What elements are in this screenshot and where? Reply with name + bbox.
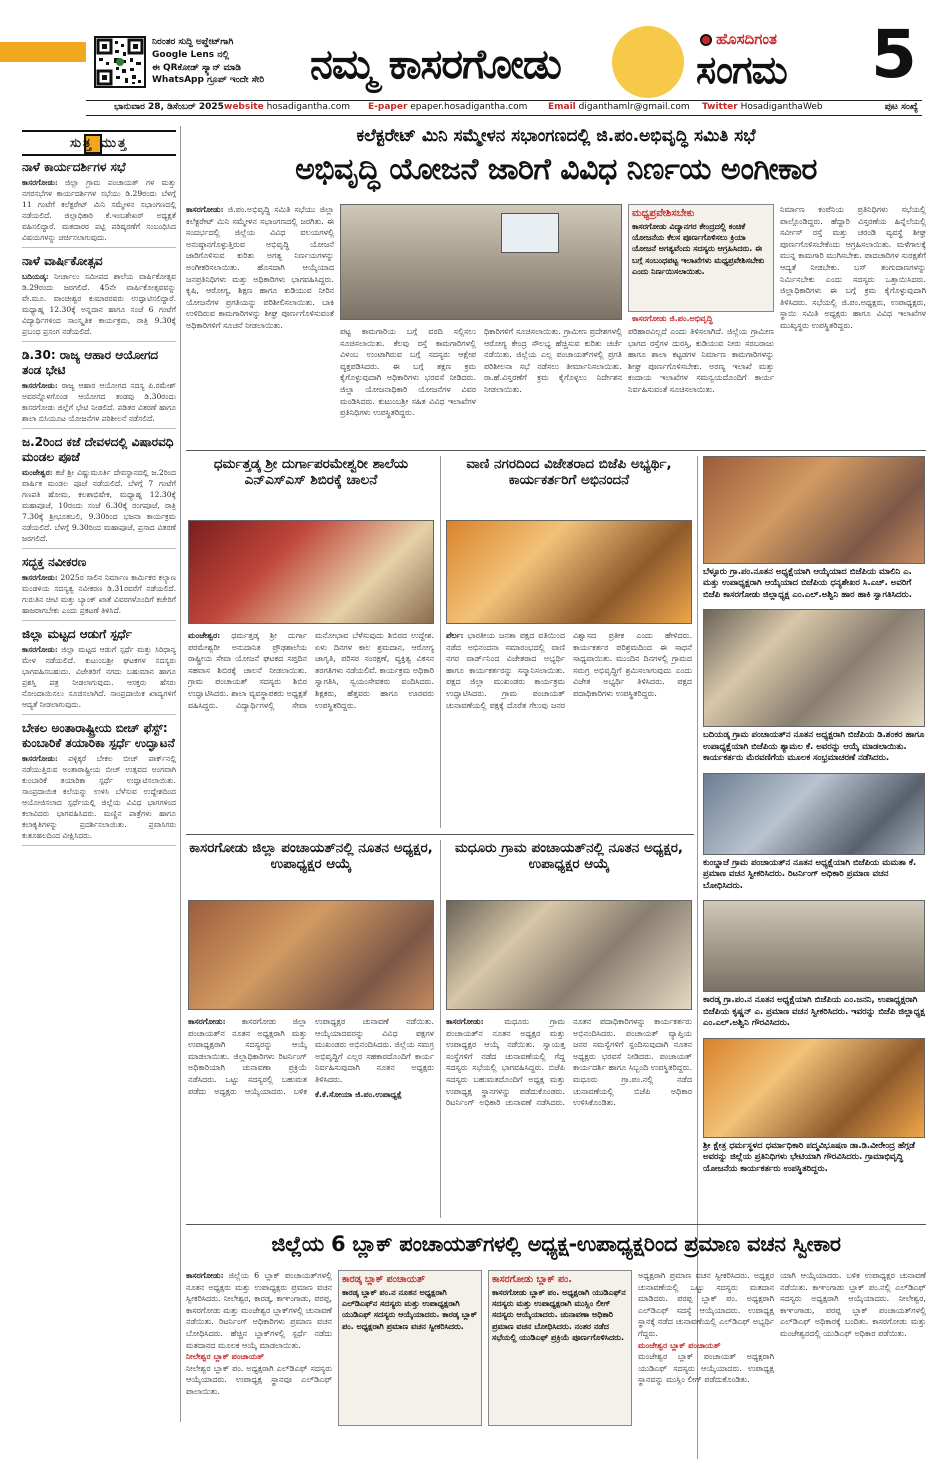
email-address: diganthamlr@gmail.com [578,102,690,112]
brand-logo-icon [700,34,712,46]
epaper-label: E-paper [368,102,408,112]
sidebar-item-text: ರಾಜ್ಯ ಆಹಾರ ಆಯೋಗದ ಸದಸ್ಯ ಪಿ.ರಮೇಶ್ ಅವರನ್ನೊಳಗೊಂಡ ಆಯೋಗದ ತಂಡವು ಡಿ.30ರಂದು ಕಾಸರಗೋಡು ಜಿಲ್ಲೆಗೆ ಭೇಟಿ ನೀಡಲಿದೆ. ಪಡಿತರ ವಿತರಣೆ ಹಾಗೂ ಶಾಲಾ ಬಿಸಿಯೂಟ ಯೋಜನೆಗಳ ಪರಿಶೀಲನೆ ನಡೆಸಲಿದೆ. [22,381,176,423]
sidebar-item [22,435,176,549]
divider [186,834,694,835]
nss-body [188,630,434,826]
sidebar-item-headline: ನಾಳೆ ಕಾರ್ಯದರ್ಶಿಗಳ ಸಭೆ [22,160,126,174]
epaper-link[interactable] [368,101,527,114]
bottom-body-4b: ಮಂಜೇಶ್ವರ ಬ್ಲಾಕ್ ಪಂಚಾಯತ್ ಅಧ್ಯಕ್ಷರಾಗಿ ಯುಡಿಎಫ್ ಸದಸ್ಯರು ಆಯ್ಕೆಯಾದರು. ಉಪಾಧ್ಯಕ್ಷ ಸ್ಥಾನವನ್ನು ಮುಸ್ಲಿಂ ಲೀಗ್ ಪಡೆದುಕೊಂಡಿತು. [638,1352,774,1385]
news-photo [703,773,925,855]
dateline: ಬದಿಯಡ್ಕ: [22,272,49,281]
sidebar-item-headline: ಜ.2ರಿಂದ ಕಜೆ ದೇವಳದಲ್ಲಿ ವಿಷಾರವಧಿ ಮಂಡಲ ಪೂಜೆ [22,435,174,464]
dateline: ಕಾಸರಗೋಡು: [186,204,224,214]
lead-body-3: ಧಿಕಾರಿಗಳಿಗೆ ಸೂಚಿಸಲಾಯಿತು. ಗ್ರಾಮೀಣ ಪ್ರದೇಶಗಳಲ್ಲಿ ಆರೋಗ್ಯ ಕೇಂದ್ರ ಸೌಲಭ್ಯ ಹೆಚ್ಚಿಸುವ ಕುರಿತು ಚರ್ಚೆ ನಡೆಯಿತು. ಜಿಲ್ಲೆಯ ಎಲ್ಲ ಪಂಚಾಯತ್‌ಗಳಲ್ಲಿ ಪ್ರಗತಿ ಪರಿಶೀಲನಾ ಸಭೆ ನಡೆಸಲು ತೀರ್ಮಾನಿಸಲಾಯಿತು. ರಾ.ಹೆ.ವಿಸ್ತರಣೆಗೆ ಕ್ರಮ ಕೈಗೊಳ್ಳಲು ನಿರ್ದೇಶನ ನೀಡಲಾಯಿತು. [484,327,622,394]
divider [440,840,441,1218]
photo-caption: ಶ್ರೀ ಕ್ಷೇತ್ರ ಧರ್ಮಸ್ಥಳದ ಧರ್ಮಾಧಿಕಾರಿ ಪದ್ಮವಿಭೂಷಣ ಡಾ.ಡಿ.ವೀರೇಂದ್ರ ಹೆಗ್ಗಡೆ ಅವರನ್ನು ಜಿಲ್ಲೆಯ ಪ್ರತಿನಿಧಿಗಳು ಭೇಟಿಯಾಗಿ ಗೌರವಿಸಿದರು. ಗ್ರಾಮಾಭಿವೃದ್ಧಿ ಯೋಜನೆಯ ಕಾರ್ಯಕರ್ತರು ಉಪಸ್ಥಿತರಿದ್ದರು. [703,1140,916,1174]
sidebar-item-text: 2025ರ ಸಾಲಿನ ನಿರ್ಮಾಣ ಕಾರ್ಮಿಕರ ಕಲ್ಯಾಣ ಮಂಡಳಿಯ ಸದಸ್ಯತ್ವ ನವೀಕರಣ ಡಿ.31ರವರೆಗೆ ನಡೆಯಲಿದೆ. ಗುರುತಿನ ಚೀಟಿ ಮತ್ತು ಬ್ಯಾಂಕ್ ಖಾತೆ ವಿವರಗಳೊಂದಿಗೆ ಕಚೇರಿಗೆ ಹಾಜರಾಗಬೇಕು ಎಂದು ಪ್ರಕಟಣೆ ತಿಳಿಸಿದೆ. [22,573,176,615]
photo-caption: ಬೆಳ್ಳೂರು ಗ್ರಾ.ಪಂ.ನೂತನ ಅಧ್ಯಕ್ಷೆಯಾಗಿ ಆಯ್ಕೆಯಾದ ಬಿಜೆಪಿಯ ಮಾಲಿನಿ ಎ. ಮತ್ತು ಉಪಾಧ್ಯಕ್ಷರಾಗಿ ಆಯ್ಕೆಯಾದ ಬಿಜೆಪಿಯ ಧನ್ಯಶೇಖರ ಸಿ.ಎಚ್. ಅವರಿಗೆ ಬಿಜೆಪಿ ಕಾಸರಗೋಡು ಜಿಲ್ಲಾಧ್ಯಕ್ಷ ಎಂ.ಎಲ್.ಅಶ್ವಿನಿ ಹಾರ ಹಾಕಿ ಸ್ವಾಗತಿಸಿದರು. [703,567,912,600]
section-header [22,130,176,156]
madhur-photo [446,900,692,1010]
masthead [0,0,945,128]
side-box-body-2: ಪರಿಹಾರವಿಲ್ಲದೆ ಎಂದು ತಿಳಿಸಲಾಗಿದೆ. ಜಿಲ್ಲೆಯ ಗ್ರಾಮೀಣ ಭಾಗದ ರಸ್ತೆಗಳ ದುರಸ್ತಿ, ಕುಡಿಯುವ ನೀರು ಸರಬರಾಜು ಹಾಗೂ ಶಾಲಾ ಕಟ್ಟಡಗಳ ನಿರ್ಮಾಣ ಕಾಮಗಾರಿಗಳನ್ನು ಶೀಘ್ರ ಪೂರ್ಣಗೊಳಿಸಬೇಕು. ಅರಣ್ಯ ಇಲಾಖೆ ಮತ್ತು ಕಂದಾಯ ಇಲಾಖೆಗಳ ಸಮನ್ವಯದೊಂದಿಗೆ ಕಾರ್ಯ ನಿರ್ವಹಿಸುವಂತೆ ಸೂಚಿಸಲಾಯಿತು. [628,327,774,394]
zp-subhead: ಕೆ.ಕೆ.ಸೋಯಾ ಜಿ.ಪಂ.ಉಪಾಧ್ಯಕ್ಷೆ [315,1089,402,1099]
sidebar-item-headline: ಜಿಲ್ಲಾ ಮಟ್ಟದ ಆಡುಗೆ ಸ್ಪರ್ಧೆ [22,627,132,641]
photo-card [703,1038,925,1175]
sidebar-item [22,627,176,715]
sidebar-item-body [22,753,176,841]
twitter-handle: HosadiganthaWeb [740,102,823,112]
lead-photo [340,204,622,320]
side-box-body: ಕಾಸರಗೋಡು ವಿದ್ಯಾನಗರ ಕೇಂದ್ರದಲ್ಲಿ ಕಂಚಿಕೆ ಯೋಜನೆಯ ಕೆಲಸ ಪೂರ್ಣಗೊಳಿಸಲು ಕ್ರಿಯಾ ಯೋಜನೆ ಅಗತ್ಯವೆಂದು ಸದಸ್ಯರು ಆಗ್ರಹಿಸಿದರು. ಈ ಬಗ್ಗೆ ಸಂಬಂಧಪಟ್ಟ ಇಲಾಖೆಗಳು ಮಧ್ಯಪ್ರವೇಶಿಸಬೇಕು ಎಂದು ನಿರ್ಣಯಿಸಲಾಯಿತು. [632,222,765,276]
box-2-body: ಕಾಸರಗೋಡು ಬ್ಲಾಕ್ ಪಂ. ಅಧ್ಯಕ್ಷರಾಗಿ ಯುಡಿಎಫ್‌ನ ಸದಸ್ಯರು ಮತ್ತು ಉಪಾಧ್ಯಕ್ಷರಾಗಿ ಮುಸ್ಲಿಂ ಲೀಗ್ ಸದಸ್ಯರು ಆಯ್ಕೆಯಾದರು. ಚುನಾವಣಾ ಅಧಿಕಾರಿ ಪ್ರಮಾಣ ವಚನ ಬೋಧಿಸಿದರು. ನಂತರ ನಡೆದ ಸಭೆಯಲ್ಲಿ ಯುಡಿಎಫ್ ಪ್ರಕ್ರಿಯೆ ಪೂರ್ಣಗೊಳಿಸಿದರು. [492,1288,626,1342]
decor-circle [612,26,684,98]
news-photo [703,900,925,992]
bjp-headline: ವಾಣಿ ನಗರದಿಂದ ವಿಜೇತರಾದ ಬಿಜೆಪಿ ಅಭ್ಯರ್ಥಿ, ಕಾರ್ಯಕರ್ತರಿಗೆ ಅಭಿನಂದನೆ [466,456,672,489]
dateline: ಮಂಜೇಶ್ವರ: [188,630,221,640]
news-photo [703,609,925,727]
sidebar-item-body [22,467,176,544]
bjp-body-text: ಭಾರತೀಯ ಜನತಾ ಪಕ್ಷದ ವತಿಯಿಂದ ನಡೆದ ಅಭಿನಂದನಾ ಸಮಾರಂಭದಲ್ಲಿ ವಾಣಿ ನಗರ ವಾರ್ಡ್‌ನಿಂದ ವಿಜೇತರಾದ ಅಭ್ಯರ್ಥಿ ಹಾಗೂ ಕಾರ್ಯಕರ್ತರನ್ನು ಸನ್ಮಾನಿಸಲಾಯಿತು. ಪಕ್ಷದ ಜಿಲ್ಲಾ ಮುಖಂಡರು ಕಾರ್ಯಕ್ರಮ ಉದ್ಘಾಟಿಸಿದರು. ಗ್ರಾಮ ಪಂಚಾಯತ್ ಚುನಾವಣೆಯಲ್ಲಿ ಪಕ್ಷಕ್ಕೆ ದೊರೆತ ಗೆಲುವು ಜನರ ವಿಶ್ವಾಸದ ಪ್ರತೀಕ ಎಂದು ಹೇಳಿದರು. ಕಾರ್ಯಕರ್ತರ ಪರಿಶ್ರಮದಿಂದ ಈ ಸಾಧನೆ ಸಾಧ್ಯವಾಯಿತು. ಮುಂದಿನ ದಿನಗಳಲ್ಲಿ ಗ್ರಾಮದ ಸಮಗ್ರ ಅಭಿವೃದ್ಧಿಗೆ ಶ್ರಮಿಸಲಾಗುವುದು ಎಂದು ವಿಜೇತ ಅಭ್ಯರ್ಥಿ ತಿಳಿಸಿದರು. ಪಕ್ಷದ ಪದಾಧಿಕಾರಿಗಳು ಉಪಸ್ಥಿತರಿದ್ದರು. [446,631,692,710]
bottom-body-5: ಯಾಗಿ ಆಯ್ಕೆಯಾದರು. ಬಳಿಕ ಉಪಾಧ್ಯಕ್ಷರ ಚುನಾವಣೆ ನಡೆಯಿತು. ಕಾಞಂಗಾಡು ಬ್ಲಾಕ್ ಪಂ.ನಲ್ಲಿ ಎಲ್‌ಡಿಎಫ್ ಸದಸ್ಯರು ಅಧ್ಯಕ್ಷರಾಗಿ ಆಯ್ಕೆಯಾದರು. ನೀಲೇಶ್ವರ, ಕಾಞಂಗಾಡು, ಪರಪ್ಪ ಬ್ಲಾಕ್ ಪಂಚಾಯತ್‌ಗಳಲ್ಲಿ ಎಲ್‌ಡಿಎಫ್ ಅಧಿಕಾರಕ್ಕೆ ಬಂದಿತು. ಕಾಸರಗೋಡು ಮತ್ತು ಮಂಜೇಶ್ವರದಲ್ಲಿ ಯುಡಿಎಫ್ ಅಧಿಕಾರ ಪಡೆಯಿತು. [780,1271,926,1338]
epaper-url: epaper.hosadigantha.com [410,102,528,112]
sidebar-item-body [22,572,176,616]
sidebar-item [22,721,176,846]
brand-name: ಹೊಸದಿಗಂತ [716,30,777,48]
box-2-title: ಕಾಸರಗೋಡು ಬ್ಲಾಕ್ ಪಂ. [492,1274,572,1285]
sidebar-item-headline: ಸದ್ಭಕ್ತ ನವೀಕರಣ [22,555,87,569]
bottom-col-4 [638,1270,774,1426]
dateline: ಕಾಸರಗೋಡು: [446,1016,484,1026]
madhur-headline: ಮಧೂರು ಗ್ರಾಮ ಪಂಚಾಯತ್‌ನಲ್ಲಿ ನೂತನ ಅಧ್ಯಕ್ಷರ, ಉಪಾಧ್ಯಕ್ಷರ ಆಯ್ಕೆ [454,840,684,873]
section-title: ಸುತ್ತ ಮುತ್ತ [69,136,129,151]
sidebar-item-text: ಕಜೆ ಶ್ರೀ ವಿಷ್ಣುಮೂರ್ತಿ ದೇವಸ್ಥಾನದಲ್ಲಿ ಜ.2ರಿಂದ ವಾರ್ಷಿಕ ಮಂಡಲ ಪೂಜೆ ನಡೆಯಲಿದೆ. ಬೆಳಗ್ಗೆ 7 ಗಂಟೆಗೆ ಗಣಪತಿ ಹೋಮ, ಕಲಶಾಭಿಷೇಕ, ಮಧ್ಯಾಹ್ನ 12.30ಕ್ಕೆ ಮಹಾಪೂಜೆ, 10ರಂದು ಸಂಜೆ 6.30ಕ್ಕೆ ರಂಗಪೂಜೆ, ರಾತ್ರಿ 7.30ಕ್ಕೆ ಶ್ರೀಭೂತಬಲಿ, 9.30ರಿಂದ ಭಜನಾ ಕಾರ್ಯಕ್ರಮ ನಡೆಯಲಿದೆ. ಬೆಳಗ್ಗೆ 9.30ರಿಂದ ಮಹಾಪೂಜೆ, ಪ್ರಸಾದ ವಿತರಣೆ ಜರಗಲಿದೆ. [22,468,176,543]
qr-line: ನಿರಂತರ ಸುದ್ದಿ ಅಪ್ಡೇಟ್‌ಗಾಗಿ [152,37,234,47]
nss-body-text: ಧರ್ಮತ್ತಡ್ಕ ಶ್ರೀ ದುರ್ಗಾ ಪರಮೇಶ್ವರೀ ಅನುದಾನಿತ ಪ್ರೌಢಶಾಲೆಯ ರಾಷ್ಟ್ರೀಯ ಸೇವಾ ಯೋಜನೆ ಘಟಕದ ಸಪ್ತದಿನ ಸಹವಾಸ ಶಿಬಿರಕ್ಕೆ ಚಾಲನೆ ನೀಡಲಾಯಿತು. ಗ್ರಾಮ ಪಂಚಾಯತ್ ಸದಸ್ಯರು ಶಿಬಿರ ಉದ್ಘಾಟಿಸಿದರು. ಶಾಲಾ ವ್ಯವಸ್ಥಾಪಕರು ಅಧ್ಯಕ್ಷತೆ ವಹಿಸಿದ್ದರು. ವಿದ್ಯಾರ್ಥಿಗಳಲ್ಲಿ ಸೇವಾ ಮನೋಭಾವ ಬೆಳೆಸುವುದು ಶಿಬಿರದ ಉದ್ದೇಶ. ಏಳು ದಿನಗಳ ಕಾಲ ಶ್ರಮದಾನ, ಆರೋಗ್ಯ ಜಾಗೃತಿ, ಪರಿಸರ ಸಂರಕ್ಷಣೆ, ವ್ಯಕ್ತಿತ್ವ ವಿಕಸನ ತರಗತಿಗಳು ನಡೆಯಲಿವೆ. ಕಾರ್ಯಕ್ರಮ ಅಧಿಕಾರಿ ಸ್ವಾಗತಿಸಿ, ಸ್ವಯಂಸೇವಕರು ವಂದಿಸಿದರು. ಶಿಕ್ಷಕರು, ಹೆತ್ತವರು ಹಾಗೂ ಊರವರು ಉಪಸ್ಥಿತರಿದ್ದರು. [188,631,434,710]
nss-photo [188,520,434,624]
news-photo [703,1038,925,1138]
photo-card [703,900,925,1029]
side-box-col-2 [628,326,774,446]
nss-headline: ಧರ್ಮತ್ತಡ್ಕ ಶ್ರೀ ದುರ್ಗಾಪರಮೇಶ್ವರೀ ಶಾಲೆಯ ಎನ್ಎಸ್ಎಸ್ ಶಿಬಿರಕ್ಕೆ ಚಾಲನೆ [213,456,409,489]
lead-col-3 [484,326,622,446]
side-box [628,204,774,312]
website-link[interactable] [224,101,350,114]
twitter-link[interactable] [702,101,823,114]
dateline: ಕಾಸರಗೋಡು: [22,645,58,654]
bottom-col-5 [780,1270,926,1426]
zp-photo [188,900,434,1010]
photo-caption: ಕುಂಬ್ಡಾಜೆ ಗ್ರಾಮ ಪಂಚಾಯತ್‌ನ ನೂತನ ಅಧ್ಯಕ್ಷೆಯಾಗಿ ಬಿಜೆಪಿಯ ಮಮತಾ ಕೆ. ಪ್ರಮಾಣ ವಚನ ಸ್ವೀಕರಿಸಿದರು. ರಿಟರ್ನಿಂಗ್ ಅಧಿಕಾರಿ ಪ್ರಮಾಣ ವಚನ ಬೋಧಿಸಿದರು. [703,857,917,891]
sidebar-item-headline: ಬೇಕಲ ಅಂತಾರಾಷ್ಟ್ರೀಯ ಬೀಚ್ ಫೆಸ್ಟ್: ಕುಂಬಾರಿಕೆ ತಯಾರಿಕಾ ಸ್ಪರ್ಧೆ ಉದ್ಘಾಟನೆ [22,721,175,750]
lead-body-2: ಪಟ್ಟ ಕಾಮಗಾರಿಯ ಬಗ್ಗೆ ವರದಿ ಸಲ್ಲಿಸಲು ಸೂಚಿಸಲಾಯಿತು. ಕೆಲವು ರಸ್ತೆ ಕಾಮಗಾರಿಗಳಲ್ಲಿ ವಿಳಂಬ ಉಂಟಾಗಿರುವ ಬಗ್ಗೆ ಸದಸ್ಯರು ಆಕ್ಷೇಪ ವ್ಯಕ್ತಪಡಿಸಿದರು. ಈ ಬಗ್ಗೆ ತಕ್ಷಣ ಕ್ರಮ ಕೈಗೊಳ್ಳುವುದಾಗಿ ಅಧಿಕಾರಿಗಳು ಭರವಸೆ ನೀಡಿದರು. ಜಿಲ್ಲಾ ಯೋಜನಾಧಿಕಾರಿ ಯೋಜನೆಗಳ ವಿವರ ಮಂಡಿಸಿದರು. ಕುಟುಂಬಶ್ರೀ ಸಹಿತ ವಿವಿಧ ಇಲಾಖೆಗಳ ಪ್ರತಿನಿಧಿಗಳು ಉಪಸ್ಥಿತರಿದ್ದರು. [340,327,476,418]
sidebar-item [22,160,176,248]
bjp-body [446,630,692,826]
divider [186,450,926,451]
photo-card [703,773,925,892]
issue-date: ಭಾನುವಾರ 28, ಡಿಸೆಂಬರ್ 2025 [114,102,224,112]
website-label: website [224,102,264,112]
bottom-col-1 [186,1270,332,1426]
zp-body-text: ಕಾಸರಗೋಡು ಜಿಲ್ಲಾ ಪಂಚಾಯತ್‌ನ ನೂತನ ಅಧ್ಯಕ್ಷರಾಗಿ ಮತ್ತು ಉಪಾಧ್ಯಕ್ಷರಾಗಿ ಸದಸ್ಯರನ್ನು ಆಯ್ಕೆ ಮಾಡಲಾಯಿತು. ಜಿಲ್ಲಾಧಿಕಾರಿಗಳು ರಿಟರ್ನಿಂಗ್ ಅಧಿಕಾರಿಯಾಗಿ ಚುನಾವಣಾ ಪ್ರಕ್ರಿಯೆ ನಡೆಸಿದರು. ಒಟ್ಟು ಸದಸ್ಯರಲ್ಲಿ ಬಹುಮತ ಪಡೆದು ಅಧ್ಯಕ್ಷರು ಆಯ್ಕೆಯಾದರು. ಬಳಿಕ ಉಪಾಧ್ಯಕ್ಷರ ಚುನಾವಣೆ ನಡೆಯಿತು. ಆಯ್ಕೆಯಾದವರನ್ನು ವಿವಿಧ ಪಕ್ಷಗಳ ಮುಖಂಡರು ಅಭಿನಂದಿಸಿದರು. ಜಿಲ್ಲೆಯ ಸಮಗ್ರ ಅಭಿವೃದ್ಧಿಗೆ ಎಲ್ಲರ ಸಹಕಾರದೊಂದಿಗೆ ಕಾರ್ಯ ನಿರ್ವಹಿಸುವುದಾಗಿ ನೂತನ ಅಧ್ಯಕ್ಷರು ತಿಳಿಸಿದರು. [188,1017,434,1096]
lead-col-2 [340,326,476,446]
projection-screen [501,213,559,253]
lead-body-1: ಜಿ.ಪಂ.ಅಭಿವೃದ್ಧಿ ಸಮಿತಿ ಸಭೆಯು ಜಿಲ್ಲಾ ಕಲೆಕ್ಟರೇಟ್ ಮಿನಿ ಸಮ್ಮೇಳನ ಸಭಾಂಗಣದಲ್ಲಿ ಜರಗಿತು. ಈ ಸಂದರ್ಭದಲ್ಲಿ ಜಿಲ್ಲೆಯ ವಿವಿಧ ವಲಯಗಳಲ್ಲಿ ಅನುಷ್ಠಾನಗೊಳ್ಳುತ್ತಿರುವ ಅಭಿವೃದ್ಧಿ ಯೋಜನೆ ಜಾರಿಗೊಳಿಸುವ ಕುರಿತು ಅಗತ್ಯ ನಿರ್ಣಯಗಳನ್ನು ಅಂಗೀಕರಿಸಲಾಯಿತು. ಹೊಸದಾಗಿ ಆಯ್ಕೆಯಾದ ಜನಪ್ರತಿನಿಧಿಗಳು ಮತ್ತು ಅಧಿಕಾರಿಗಳು ಭಾಗವಹಿಸಿದ್ದರು. ಕೃಷಿ, ಆರೋಗ್ಯ, ಶಿಕ್ಷಣ ಹಾಗೂ ಕುಡಿಯುವ ನೀರಿನ ಯೋಜನೆಗಳ ಪ್ರಗತಿಯನ್ನು ಪರಿಶೀಲಿಸಲಾಯಿತು. ಬಾಕಿ ಉಳಿದಿರುವ ಕಾಮಗಾರಿಗಳನ್ನು ಶೀಘ್ರ ಪೂರ್ಣಗೊಳಿಸುವಂತೆ ಅಧಿಕಾರಿಗಳಿಗೆ ಸೂಚನೆ ನೀಡಲಾಯಿತು. [186,205,334,330]
bottom-body-1b: ನೀಲೇಶ್ವರ ಬ್ಲಾಕ್ ಪಂ. ಅಧ್ಯಕ್ಷರಾಗಿ ಎಲ್‌ಡಿಎಫ್ ಸದಸ್ಯರು ಆಯ್ಕೆಯಾದರು. ಉಪಾಧ್ಯಕ್ಷ ಸ್ಥಾನವೂ ಎಲ್‌ಡಿಎಫ್ ಪಾಲಾಯಿತು. [186,1363,332,1396]
sidebar-item-body [22,271,176,337]
madhur-body-text: ಮಧೂರು ಗ್ರಾಮ ಪಂಚಾಯತ್‌ನ ನೂತನ ಅಧ್ಯಕ್ಷರ ಮತ್ತು ಉಪಾಧ್ಯಕ್ಷರ ಆಯ್ಕೆ ನಡೆಯಿತು. ಸ್ವಾಯತ್ತ ಸಂಸ್ಥೆಗಳಿಗೆ ನಡೆದ ಚುನಾವಣೆಯಲ್ಲಿ ಗೆದ್ದ ಸದಸ್ಯರು ಸಭೆಯಲ್ಲಿ ಭಾಗವಹಿಸಿದ್ದರು. ಬಿಜೆಪಿ ಸದಸ್ಯರು ಬಹುಮತದೊಂದಿಗೆ ಅಧ್ಯಕ್ಷ ಮತ್ತು ಉಪಾಧ್ಯಕ್ಷ ಸ್ಥಾನಗಳನ್ನು ಪಡೆದುಕೊಂಡರು. ರಿಟರ್ನಿಂಗ್ ಅಧಿಕಾರಿ ಚುನಾವಣೆ ನಡೆಸಿದರು. ನೂತನ ಪದಾಧಿಕಾರಿಗಳನ್ನು ಕಾರ್ಯಕರ್ತರು ಅಭಿನಂದಿಸಿದರು. ಪಂಚಾಯತ್ ವ್ಯಾಪ್ತಿಯ ಜನರ ಸಮಸ್ಯೆಗಳಿಗೆ ಸ್ಪಂದಿಸುವುದಾಗಿ ನೂತನ ಅಧ್ಯಕ್ಷರು ಭರವಸೆ ನೀಡಿದರು. ಪಂಚಾಯತ್ ಕಾರ್ಯದರ್ಶಿ ಹಾಗೂ ಸಿಬ್ಬಂದಿ ಉಪಸ್ಥಿತರಿದ್ದರು. ಮಧೂರು ಗ್ರಾ.ಪಂ.ನಲ್ಲಿ ನಡೆದ ಚುನಾವಣೆಯಲ್ಲಿ ಬಿಜೆಪಿ ಅಧಿಕಾರ ಉಳಿಸಿಕೊಂಡಿತು. [446,1017,692,1108]
sidebar-item-text: ಪಳ್ಳಿಕ್ಕರೆ ಬೇಕಲ ಬೀಚ್ ಪಾರ್ಕ್‌ನಲ್ಲಿ ನಡೆಯುತ್ತಿರುವ ಅಂತಾರಾಷ್ಟ್ರೀಯ ಬೀಚ್ ಉತ್ಸವದ ಅಂಗವಾಗಿ ಕುಂಬಾರಿಕೆ ತಯಾರಿಕಾ ಸ್ಪರ್ಧೆ ಉದ್ಘಾಟಿಸಲಾಯಿತು. ಸಾಂಪ್ರದಾಯಿಕ ಕಲೆಯನ್ನು ಉಳಿಸಿ ಬೆಳೆಸುವ ಉದ್ದೇಶದಿಂದ ಆಯೋಜಿಸಲಾದ ಸ್ಪರ್ಧೆಯಲ್ಲಿ ಜಿಲ್ಲೆಯ ವಿವಿಧ ಭಾಗಗಳಿಂದ ಕಲಾವಿದರು ಭಾಗವಹಿಸಿದರು. ಮಣ್ಣಿನ ಪಾತ್ರೆಗಳು ಹಾಗೂ ಕಲಾಕೃತಿಗಳನ್ನು ಪ್ರದರ್ಶಿಸಲಾಯಿತು. ಪ್ರವಾಸಿಗರು ಕುತೂಹಲದಿಂದ ವೀಕ್ಷಿಸಿದರು. [22,754,176,840]
photo-caption: ಬದಿಯಡ್ಕ ಗ್ರಾಮ ಪಂಚಾಯತ್‌ನ ನೂತನ ಅಧ್ಯಕ್ಷರಾಗಿ ಬಿಜೆಪಿಯ ಡಿ.ಶಂಕರ ಹಾಗೂ ಉಪಾಧ್ಯಕ್ಷೆಯಾಗಿ ಬಿಜೆಪಿಯ ಶ್ಯಾಮಲ ಕೆ. ಅವರನ್ನು ಆಯ್ಕೆ ಮಾಡಲಾಯಿತು. ಕಾರ್ಯಕರ್ತರು ಮೆರವಣಿಗೆಯ ಮೂಲಕ ಸಂಭ್ರಮಾಚರಣೆ ನಡೆಸಿದರು. [703,730,925,764]
dateline: ಕಾಸರಗೋಡು: [22,573,58,582]
qr-code-icon[interactable] [94,36,146,88]
side-box-title: ಮಧ್ಯಪ್ರವೇಶಿಸಬೇಕು [632,208,695,219]
sidebar-item-body [22,380,176,424]
sidebar-item [22,254,176,342]
side-box-byline: ಕಾಸರಗೋಡು ಜಿ.ಪಂ.ಅಭಿವೃದ್ಧಿ [632,314,713,323]
lead-body-right: ನಿರ್ಮಾಣ ಕಂಪೆನಿಯ ಪ್ರತಿನಿಧಿಗಳು ಸಭೆಯಲ್ಲಿ ಪಾಲ್ಗೊಂಡಿದ್ದರು. ಹೆದ್ದಾರಿ ವಿಸ್ತರಣೆಯ ಹಿನ್ನೆಲೆಯಲ್ಲಿ ಸರ್ವೀಸ್ ರಸ್ತೆ ಮತ್ತು ಚರಂಡಿ ವ್ಯವಸ್ಥೆ ಶೀಘ್ರ ಪೂರ್ಣಗೊಳಿಸಬೇಕೆಂದು ಆಗ್ರಹಿಸಲಾಯಿತು. ಮಳೆಗಾಲಕ್ಕೆ ಮುನ್ನ ಕಾಮಗಾರಿ ಮುಗಿಸಬೇಕು. ಪಾದಚಾರಿಗಳ ಸುರಕ್ಷತೆಗೆ ಆದ್ಯತೆ ನೀಡಬೇಕು. ಬಸ್ ತಂಗುದಾಣಗಳನ್ನು ನಿರ್ಮಿಸಬೇಕು ಎಂದು ಸದಸ್ಯರು ಒತ್ತಾಯಿಸಿದರು. ಜಿಲ್ಲಾಧಿಕಾರಿಗಳು ಈ ಬಗ್ಗೆ ಕ್ರಮ ಕೈಗೊಳ್ಳುವುದಾಗಿ ತಿಳಿಸಿದರು. ಸಭೆಯಲ್ಲಿ ಜಿ.ಪಂ.ಅಧ್ಯಕ್ಷರು, ಉಪಾಧ್ಯಕ್ಷರು, ಸ್ಥಾಯಿ ಸಮಿತಿ ಅಧ್ಯಕ್ಷರು ಹಾಗೂ ವಿವಿಧ ಇಲಾಖೆಗಳ ಮುಖ್ಯಸ್ಥರು ಉಪಸ್ಥಿತರಿದ್ದರು. [780,205,926,330]
qr-line: ಈ QR‌ಕೋಡ್ ಸ್ಕ್ಯಾನ್ ಮಾಡಿ [152,62,241,73]
photo-card [703,609,925,764]
lead-kicker: ಕಲೆಕ್ಟರೇಟ್ ಮಿನಿ ಸಮ್ಮೇಳನ ಸಭಾಂಗಣದಲ್ಲಿ ಜಿ.ಪಂ.ಅಭಿವೃದ್ಧಿ ಸಮಿತಿ ಸಭೆ [356,126,756,146]
page-label: ಪುಟ ಸಂಖ್ಯೆ [884,102,918,112]
dateline: ಕಾಸರಗೋಡು: [22,754,58,763]
bottom-subhead-1: ನೀಲೇಶ್ವರ ಬ್ಲಾಕ್ ಪಂಚಾಯತ್ [186,1352,264,1362]
qr-instructions [152,36,302,87]
divider [180,126,181,1422]
madhur-body [446,1016,692,1212]
photo-caption: ಕಾರಡ್ಕ ಗ್ರಾ.ಪಂ.ನ ನೂತನ ಅಧ್ಯಕ್ಷೆಯಾಗಿ ಬಿಜೆಪಿಯ ಎಂ.ಜನನಿ, ಉಪಾಧ್ಯಕ್ಷರಾಗಿ ಬಿಜೆಪಿಯ ಕೃಷ್ಣನ್ ಎ. ಪ್ರಮಾಣ ವಚನ ಸ್ವೀಕರಿಸಿದರು. ಇವರನ್ನು ಬಿಜೆಪಿ ಜಿಲ್ಲಾಧ್ಯಕ್ಷ ಎಂ.ಎಲ್.ಅಶ್ವಿನಿ ಗೌರವಿಸಿದರು. [703,995,925,1029]
bottom-box-1 [338,1270,482,1426]
lead-col-1 [186,204,334,444]
bottom-headline: ಜಿಲ್ಲೆಯ 6 ಬ್ಲಾಕ್ ಪಂಚಾಯತ್‌ಗಳಲ್ಲಿ ಅಧ್ಯಕ್ಷ-ಉಪಾಧ್ಯಕ್ಷರಿಂದ ಪ್ರಮಾಣ ವಚನ ಸ್ವೀಕಾರ [271,1232,841,1256]
page-number: 5 [871,16,917,93]
sidebar-item-text: ಜಿಲ್ಲಾ ಮಟ್ಟದ ಆಡುಗೆ ಸ್ಪರ್ಧೆ ಮತ್ತು ಸಿರಿಧಾನ್ಯ ಮೇಳ ನಡೆಯಲಿದೆ. ಕುಟುಂಬಶ್ರೀ ಘಟಕಗಳ ಸದಸ್ಯರು ಭಾಗವಹಿಸಬಹುದು. ವಿಜೇತರಿಗೆ ನಗದು ಬಹುಮಾನ ಹಾಗೂ ಪ್ರಶಸ್ತಿ ಪತ್ರ ನೀಡಲಾಗುವುದು. ಆಸಕ್ತರು ಹೆಸರು ನೋಂದಾಯಿಸಲು ಸೂಚಿಸಲಾಗಿದೆ. ಸಾಂಪ್ರದಾಯಿಕ ಖಾದ್ಯಗಳಿಗೆ ಆದ್ಯತೆ ನೀಡಲಾಗುವುದು. [22,645,176,709]
zp-headline: ಕಾಸರಗೋಡು ಜಿಲ್ಲಾ ಪಂಚಾಯತ್‌ನಲ್ಲಿ ನೂತನ ಅಧ್ಯಕ್ಷರ, ಉಪಾಧ್ಯಕ್ಷರ ಆಯ್ಕೆ [189,840,433,873]
sidebar-item-body [22,644,176,710]
sidebar-item [22,555,176,621]
lead-headline: ಅಭಿವೃದ್ಧಿ ಯೋಜನೆ ಜಾರಿಗೆ ವಿವಿಧ ನಿರ್ಣಯ ಅಂಗೀಕಾರ [295,152,817,187]
qr-line: WhatsApp ಗ್ರೂಪ್ ಇಂದೇ ಸೇರಿ [152,75,265,86]
email-link[interactable] [548,101,690,114]
sidebar-items [22,160,176,1422]
dateline: ಪೆರ್ಲ: [446,630,464,640]
divider [440,456,441,828]
bottom-body-4: ಅಧ್ಯಕ್ಷರಾಗಿ ಪ್ರಮಾಣ ವಚನ ಸ್ವೀಕರಿಸಿದರು. ಅಧ್ಯಕ್ಷರ ಚುನಾವಣೆಯಲ್ಲಿ ಒಟ್ಟು ಸದಸ್ಯರು ಮತದಾನ ಮಾಡಿದರು. ಪರಪ್ಪ ಬ್ಲಾಕ್ ಪಂ. ಅಧ್ಯಕ್ಷರಾಗಿ ಎಲ್‌ಡಿಎಫ್ ಸದಸ್ಯೆ ಆಯ್ಕೆಯಾದರು. ಉಪಾಧ್ಯಕ್ಷ ಸ್ಥಾನಕ್ಕೆ ನಡೆದ ಚುನಾವಣೆಯಲ್ಲಿ ಎಲ್‌ಡಿಎಫ್ ಅಭ್ಯರ್ಥಿ ಗೆದ್ದರು. [638,1271,774,1338]
box-1-body: ಕಾರಡ್ಕ ಬ್ಲಾಕ್ ಪಂ.ನ ನೂತನ ಅಧ್ಯಕ್ಷರಾಗಿ ಎಲ್‌ಡಿಎಫ್‌ನ ಸದಸ್ಯರು ಮತ್ತು ಉಪಾಧ್ಯಕ್ಷರಾಗಿ ಯುಡಿಎಫ್ ಸದಸ್ಯರು ಆಯ್ಕೆಯಾದರು. ಕಾರಡ್ಕ ಬ್ಲಾಕ್ ಪಂ. ಅಧ್ಯಕ್ಷರಾಗಿ ಪ್ರಮಾಣ ವಚನ ಸ್ವೀಕರಿಸಿದರು. [342,1288,477,1331]
divider [186,1224,926,1225]
sidebar-item-text: ನೀರ್ಚಾಲು ಸಮೀಪದ ಶಾಲೆಯ ವಾರ್ಷಿಕೋತ್ಸವ ಡಿ.29ರಂದು ಜರಗಲಿದೆ. 45ನೇ ವಾರ್ಷಿಕೋತ್ಸವವನ್ನು ವೇ.ಮೂ. ವಾಂಚೀಶ್ವರ ಕುಮಾರರವರು ಉದ್ಘಾಟಿಸಲಿದ್ದಾರೆ. ಮಧ್ಯಾಹ್ನ 12.30ಕ್ಕೆ ಅನ್ನದಾನ ಹಾಗೂ ಸಂಜೆ 6 ಗಂಟೆಗೆ ವಿದ್ಯಾರ್ಥಿಗಳಿಂದ ಸಾಂಸ್ಕೃತಿಕ ಕಾರ್ಯಕ್ರಮ, ರಾತ್ರಿ 9.30ಕ್ಕೆ ಪ್ರಬಂಧ ಪ್ರಸಂಗ ನಡೆಯಲಿದೆ. [22,272,176,336]
sidebar-item-body [22,177,176,243]
sidebar-item-headline: ನಾಳೆ ವಾರ್ಷಿಕೋತ್ಸವ [22,254,103,268]
dateline: ಕಾಸರಗೋಡು: [186,1270,224,1280]
qr-line: Google Lens ನಲ್ಲಿ [152,49,230,60]
page-title: ನಮ್ಮ ಕಾಸರಗೋಡು [310,40,561,88]
website-url: hosadigantha.com [266,102,350,112]
sidebar-item [22,348,176,429]
bjp-photo [446,520,692,624]
box-1-title: ಕಾರಡ್ಕ ಬ್ಲಾಕ್ ಪಂಚಾಯತ್ [342,1274,425,1285]
supplement-title: ಸಂಗಮ [696,48,787,92]
dateline: ಕಾಸರಗೋಡು: [188,1016,226,1026]
sidebar-item-headline: ಡಿ.30: ರಾಜ್ಯ ಆಹಾರ ಆಯೋಗದ ತಂಡ ಭೇಟಿ [22,348,159,377]
photo-card [703,456,925,601]
sidebar-item-text: ಜಿಲ್ಲಾ ಗ್ರಾಮ ಪಂಚಾಯತ್ ಗಳ ಮತ್ತು ನಗರಸಭೆಗಳ ಕಾರ್ಯದರ್ಶಿಗಳ ಸಭೆಯು ಡಿ.29ರಂದು ಬೆಳಗ್ಗೆ 11 ಗಂಟೆಗೆ ಕಲೆಕ್ಟರೇಟ್ ಮಿನಿ ಸಮ್ಮೇಳನ ಸಭಾಂಗಣದಲ್ಲಿ ನಡೆಯಲಿದೆ. ಜಿಲ್ಲಾಧಿಕಾರಿ ಕೆ.ಇಂಬಶೇಖರ್ ಅಧ್ಯಕ್ಷತೆ ವಹಿಸಲಿದ್ದಾರೆ. ಮತದಾರರ ಪಟ್ಟಿ ಪರಿಷ್ಕರಣೆಗೆ ಸಂಬಂಧಿಸಿದ ವಿಷಯಗಳನ್ನು ಚರ್ಚಿಸಲಾಗುವುದು. [22,178,176,242]
bottom-body-1: ಜಿಲ್ಲೆಯ 6 ಬ್ಲಾಕ್ ಪಂಚಾಯತ್‌ಗಳಲ್ಲಿ ನೂತನ ಅಧ್ಯಕ್ಷರು ಮತ್ತು ಉಪಾಧ್ಯಕ್ಷರು ಪ್ರಮಾಣ ವಚನ ಸ್ವೀಕರಿಸಿದರು. ನೀಲೇಶ್ವರ, ಕಾರಡ್ಕ, ಕಾಞಂಗಾಡು, ಪರಪ್ಪ, ಕಾಸರಗೋಡು ಮತ್ತು ಮಂಜೇಶ್ವರ ಬ್ಲಾಕ್‌ಗಳಲ್ಲಿ ಚುನಾವಣೆ ನಡೆಯಿತು. ರಿಟರ್ನಿಂಗ್ ಅಧಿಕಾರಿಗಳು ಪ್ರಮಾಣ ವಚನ ಬೋಧಿಸಿದರು. ಹೆಚ್ಚಿನ ಬ್ಲಾಕ್‌ಗಳಲ್ಲಿ ಸ್ಪರ್ಧೆ ನಡೆದು ಮತದಾನದ ಮೂಲಕ ಆಯ್ಕೆ ಮಾಡಲಾಯಿತು. [186,1271,332,1350]
dateline: ಕಾಸರಗೋಡು: [22,381,58,390]
lead-col-right [780,204,926,446]
email-label: Email [548,102,576,112]
accent-bar [0,42,86,62]
dateline: ಮಂಜೇಶ್ವರ: [22,468,53,477]
twitter-label: Twitter [702,102,738,112]
news-photo [703,456,925,564]
bottom-box-2 [488,1270,632,1426]
bottom-subhead-4: ಮಂಜೇಶ್ವರ ಬ್ಲಾಕ್ ಪಂಚಾಯತ್ [638,1340,721,1350]
dateline: ಕಾಸರಗೋಡು: [22,178,58,187]
zp-body [188,1016,434,1212]
info-bar [86,100,922,116]
